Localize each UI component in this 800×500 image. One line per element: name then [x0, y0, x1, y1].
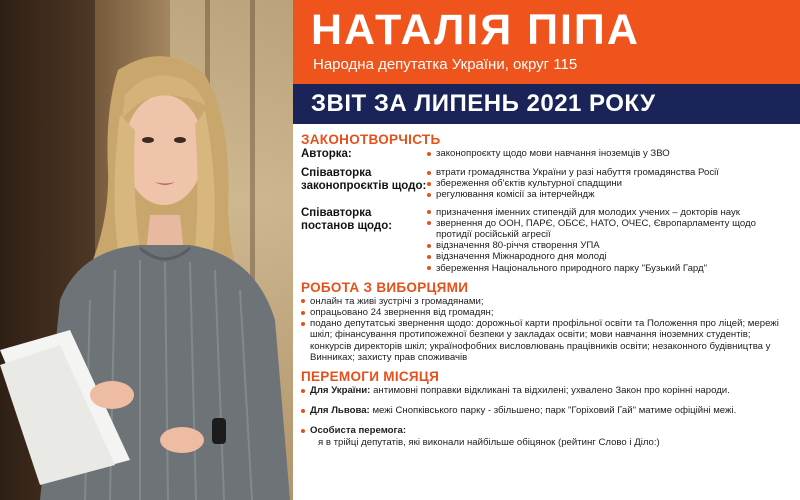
- portrait-photo: [0, 0, 293, 500]
- victory-label: Особиста перемога:: [310, 425, 407, 437]
- list-item: збереження Національного природного парку "Бузький Гард": [427, 263, 790, 274]
- section-title-voters: РОБОТА З ВИБОРЦЯМИ: [301, 279, 469, 295]
- victory-lviv: [301, 405, 790, 416]
- list-item: законопроєкту щодо мови навчання іноземців у ЗВО: [427, 148, 790, 159]
- report-content: [293, 124, 800, 500]
- group-label: Авторка:: [301, 148, 352, 160]
- group-label: Співавторка законопроєктів щодо:: [301, 167, 427, 192]
- list-item: призначення іменних стипендій для молодих учених – докторів наук: [427, 207, 790, 218]
- list-item: збереження об'єктів культурної спадщини: [427, 178, 790, 189]
- header-banner: [293, 0, 800, 84]
- victory-label: Для Львова:: [310, 405, 370, 417]
- voters-list: [301, 296, 790, 363]
- group-author: [301, 148, 790, 161]
- list-item: відзначення Міжнародного дня молоді: [427, 251, 790, 262]
- list-item: регулювання комісії за інтерчейндж: [427, 189, 790, 200]
- group-label: Співавторка постанов щодо:: [301, 206, 393, 232]
- list-item: звернення до ООН, ПАРЄ, ОБСЄ, НАТО, ОЧЕС, Європарламенту щодо протидії російській агресії: [427, 218, 790, 240]
- list-item: відзначення 80-річчя створення УПА: [427, 240, 790, 251]
- list-item: втрати громадянства України у разі набуття громадянства Росії: [427, 167, 790, 178]
- list-item: онлайн та живі зустрічі з громадянами;: [301, 296, 790, 307]
- group-coauthor-laws: [301, 167, 790, 201]
- victory-text: межі Снопківського парку - збільшено; парк "Горіховий Гай" матиме офіційні межі.: [372, 405, 737, 417]
- victory-text: я в трійці депутатів, які виконали найбільше обіцянок (рейтинг Слово і Діло:): [318, 436, 660, 448]
- victory-ukraine: [301, 385, 790, 396]
- section-title-legislation: ЗАКОНОТВОРЧІСТЬ: [301, 132, 441, 147]
- section-title-victories: ПЕРЕМОГИ МІСЯЦЯ: [301, 369, 440, 385]
- deputy-subtitle: Народна депутатка України, округ 115: [313, 56, 578, 73]
- deputy-name: НАТАЛІЯ ПІПА: [311, 6, 640, 54]
- report-title-bar: [293, 84, 800, 124]
- victory-label: Для України:: [310, 385, 371, 397]
- victory-text: антимовні поправки відкликані та відхилені; ухвалено Закон про корінні народи.: [373, 385, 730, 397]
- list-item: опрацьовано 24 звернення від громадян;: [301, 307, 790, 318]
- person-illustration: [0, 0, 293, 500]
- report-title: ЗВІТ ЗА ЛИПЕНЬ 2021 РОКУ: [311, 90, 656, 117]
- victory-personal: [301, 425, 790, 447]
- victories-list: [301, 385, 790, 448]
- list-item: подано депутатські звернення щодо: дорожньої карти профільної освіти та Положення про ліцей; мережі шкіл; фінансування протипожежної безпеки у закладах освіти; мови навчання іноземних студентів; конкурсів директорів шкіл; українофобних висловлювань працівників освіти; незаконного будівництва у Винниках; захисту прав споживачів: [301, 318, 790, 363]
- group-coauthor-resolutions: [301, 207, 790, 274]
